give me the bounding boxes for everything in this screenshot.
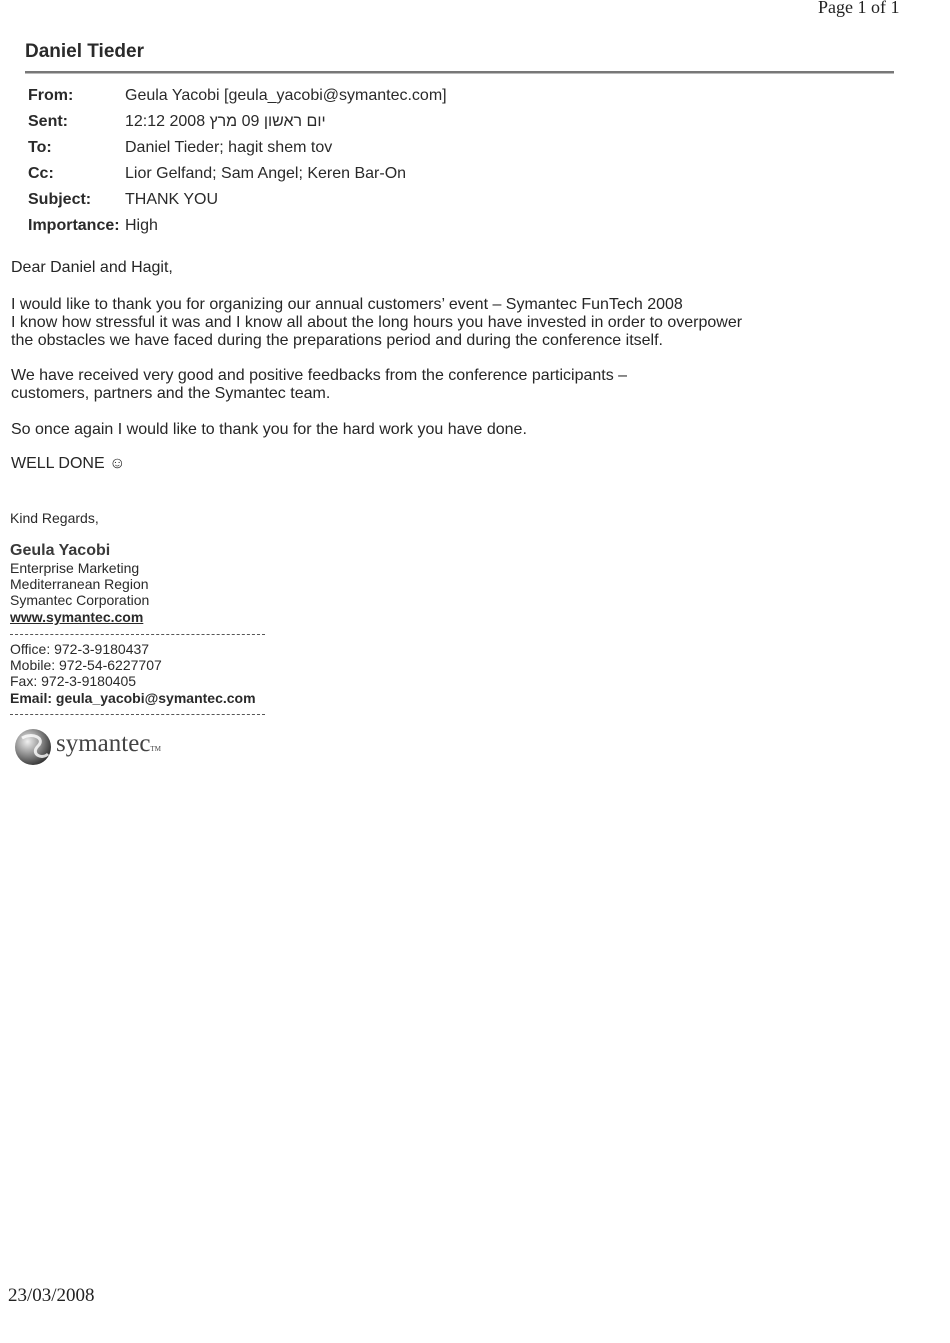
paragraph-3: So once again I would like to thank you for the hard work you have done. — [11, 421, 527, 438]
signature-fax: Fax: 972-3-9180405 — [10, 673, 137, 689]
signature-website-link[interactable]: www.symantec.com — [10, 609, 144, 625]
cc-value: Lior Gelfand; Sam Angel; Keren Bar-On — [125, 165, 407, 182]
to-value: Daniel Tieder; hagit shem tov — [125, 139, 333, 156]
from-label: From: — [28, 87, 74, 104]
subject-value: THANK YOU — [125, 191, 219, 208]
signature-mobile: Mobile: 972-54-6227707 — [10, 657, 162, 673]
signature-region: Mediterranean Region — [10, 576, 149, 592]
from-value: Geula Yacobi [geula_yacobi@symantec.com] — [125, 87, 447, 104]
symantec-globe-icon — [12, 726, 54, 766]
signature-divider-bottom — [10, 714, 265, 715]
signature-regards: Kind Regards, — [10, 510, 99, 526]
header-divider — [25, 71, 894, 74]
paragraph-1-line-3: the obstacles we have faced during the preparations period and during the conference itself. — [11, 332, 663, 349]
signature-divider — [10, 634, 265, 635]
sent-label: Sent: — [28, 113, 68, 130]
page-number: Page 1 of 1 — [818, 0, 900, 17]
paragraph-1-line-1: I would like to thank you for organizing our annual customers’ event – Symantec FunTech 2008 — [11, 296, 683, 313]
page-title: Daniel Tieder — [25, 41, 144, 62]
print-date: 23/03/2008 — [8, 1285, 95, 1306]
cc-label: Cc: — [28, 165, 54, 182]
signature-role: Enterprise Marketing — [10, 560, 140, 576]
greeting: Dear Daniel and Hagit, — [11, 259, 173, 276]
importance-label: Importance: — [28, 217, 120, 234]
signature-name: Geula Yacobi — [10, 542, 111, 559]
signature-company: Symantec Corporation — [10, 592, 150, 608]
closing-exclamation: WELL DONE ☺ — [11, 455, 126, 472]
signature-email[interactable]: Email: geula_yacobi@symantec.com — [10, 690, 256, 706]
symantec-logo — [12, 726, 161, 771]
paragraph-2-line-2: customers, partners and the Symantec team. — [11, 385, 331, 402]
to-label: To: — [28, 139, 52, 156]
paragraph-1-line-2: I know how stressful it was and I know all about the long hours you have invested in order to overpower — [11, 314, 743, 331]
subject-label: Subject: — [28, 191, 92, 208]
logo-wordmark: symantecTM — [56, 730, 161, 757]
paragraph-2-line-1: We have received very good and positive feedbacks from the conference participants – — [11, 367, 628, 384]
importance-value: High — [125, 217, 158, 234]
signature-office: Office: 972-3-9180437 — [10, 641, 150, 657]
sent-value: יום ראשון 09 מרץ 2008 12:12 — [125, 113, 326, 130]
